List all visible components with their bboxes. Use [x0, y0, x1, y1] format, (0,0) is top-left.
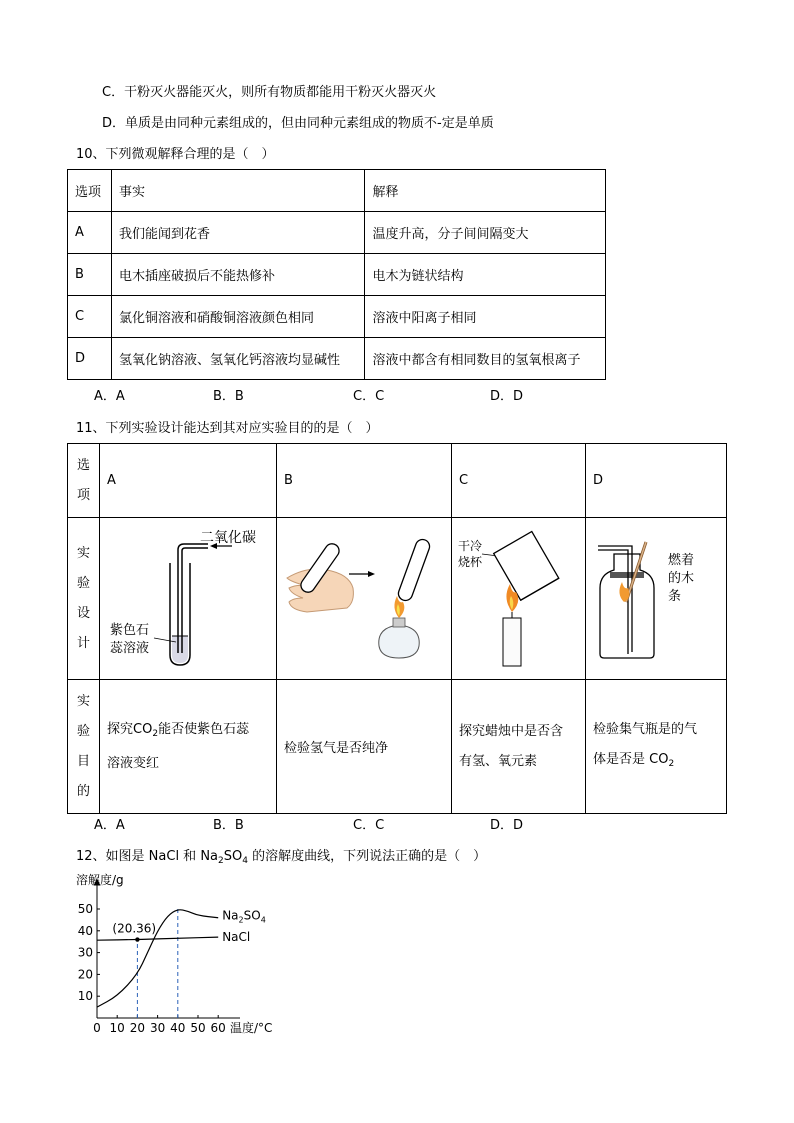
y-tick-label: 30: [77, 945, 93, 960]
series-line-nacl: [97, 937, 218, 940]
purpose-a-text: 能否使紫色石蕊: [158, 721, 250, 737]
co2-litmus-apparatus: [100, 518, 276, 675]
answer-option-a: A．A: [94, 389, 125, 404]
purpose-cell-b: 检验氢气是否纯净: [277, 680, 452, 814]
q11-stem: 11、下列实验设计能达到其对应实验目的的是（ ）: [76, 421, 379, 436]
x-tick-label: 0: [93, 1021, 101, 1035]
x-tick-label: 30: [149, 1021, 166, 1035]
table-row: [68, 296, 606, 338]
purpose-cell-d: [586, 680, 727, 814]
table-cell: 溶液中都含有相同数目的氢氧根离子: [365, 338, 606, 380]
formula-sub: 2: [668, 758, 675, 769]
gas-bottle-apparatus: [586, 518, 726, 675]
formula-co: CO: [133, 721, 153, 737]
row-label-text: 实验设计: [76, 545, 90, 651]
answer-option-d: D．D: [490, 389, 524, 404]
row-label-design: [68, 518, 100, 680]
table-row: [68, 212, 606, 254]
table-cell: 氢氧化钠溶液、氢氧化钙溶液均显碱性: [111, 338, 365, 380]
formula-co: CO: [649, 751, 669, 767]
x-tick-label: 60: [210, 1021, 226, 1035]
x-axis-label: 温度/°C: [230, 1021, 273, 1035]
label-beaker-1: 干冷: [458, 539, 483, 553]
table-cell: 我们能闻到花香: [111, 212, 365, 254]
table-cell: 电木为链状结构: [365, 254, 606, 296]
table-row-design: [68, 518, 727, 680]
q12-stem: [76, 848, 486, 870]
answer-option-b: B．B: [213, 389, 244, 404]
column-label-d: D: [586, 444, 727, 518]
purpose-a-text: 探究: [107, 721, 134, 737]
purpose-d-text: 检验集气瓶是的气: [593, 721, 698, 737]
candle-beaker-apparatus: [452, 518, 585, 675]
column-label-b: B: [277, 444, 452, 518]
x-tick-label: 10: [109, 1021, 125, 1035]
series-label-nacl: NaCl: [222, 930, 251, 945]
chart-plot-area: [78, 902, 226, 1035]
table-cell: 温度升高，分子间间隔变大: [365, 212, 606, 254]
q9-option-d: D．单质是由同种元素组成的，但由同种元素组成的物质不-定是单质: [102, 116, 494, 131]
purpose-cell-c: [452, 680, 586, 814]
label-stick-2: 的木: [668, 571, 695, 586]
q10-stem: 10、下列微观解释合理的是（ ）: [76, 147, 275, 162]
row-label-text: 选项: [76, 457, 90, 503]
design-cell-d: [586, 518, 727, 680]
answer-option-c: C．C: [353, 818, 385, 833]
purpose-a-text: 溶液变红: [107, 755, 160, 771]
answer-option-a: A．A: [94, 818, 125, 833]
x-tick-label: 40: [170, 1021, 186, 1035]
design-cell-b: [277, 518, 452, 680]
y-tick-label: 20: [77, 967, 93, 982]
label-liquid-2: 蕊溶液: [110, 641, 150, 656]
q12-stem-text: 的溶解度曲线，下列说法正确的是（ ）: [247, 849, 487, 864]
table-cell: C: [68, 296, 112, 338]
intersection-point: [135, 937, 139, 941]
table-header-row: [68, 444, 727, 518]
table-row: [68, 338, 606, 380]
y-tick-label: 40: [77, 923, 93, 938]
y-axis-label: 溶解度/g: [76, 873, 124, 887]
x-tick-label: 50: [190, 1021, 206, 1035]
table-header-cell: 事实: [111, 170, 365, 212]
table-cell: 电木插座破损后不能热修补: [111, 254, 365, 296]
table-header-row: [68, 170, 606, 212]
label-gas: 二氧化碳: [200, 530, 256, 546]
design-cell-c: [452, 518, 586, 680]
purpose-cell-a: [100, 680, 277, 814]
formula-sub: 4: [242, 856, 248, 866]
row-label-option: [68, 444, 100, 518]
label-beaker-2: 烧杯: [458, 555, 483, 569]
q12-stem-text: 12、如图是 NaCl 和 Na: [76, 849, 219, 864]
label-stick-3: 条: [668, 589, 682, 604]
column-label-c: C: [452, 444, 586, 518]
purpose-c-text: 有氢、氧元素: [459, 753, 538, 769]
purpose-c-text: 探究蜡烛中是否含: [459, 723, 564, 739]
table-header-cell: 解释: [365, 170, 606, 212]
table-row: [68, 254, 606, 296]
intersection-label: (20.36): [112, 921, 157, 936]
q11-table: [67, 443, 727, 814]
label-liquid-1: 紫色石: [110, 623, 150, 638]
hydrogen-purity-apparatus: [277, 518, 451, 675]
design-cell-a: [100, 518, 277, 680]
q10-table: [67, 169, 606, 380]
purpose-d-text: 体是否是: [593, 751, 650, 767]
series-label-na2so4: $Na_2SO_4$: [222, 908, 266, 925]
table-row-purpose: [68, 680, 727, 814]
formula-sub: 2: [218, 856, 224, 866]
row-label-purpose: [68, 680, 100, 814]
table-header-cell: 选项: [68, 170, 112, 212]
q9-option-c: C．干粉灭火器能灭火，则所有物质都能用干粉灭火器灭火: [102, 85, 437, 100]
row-label-text: 实验目的: [76, 693, 90, 799]
answer-option-b: B．B: [213, 818, 244, 833]
table-cell: A: [68, 212, 112, 254]
beaker-icon: [494, 531, 559, 600]
table-cell: B: [68, 254, 112, 296]
q12-stem-text: SO: [223, 849, 243, 864]
table-cell: D: [68, 338, 112, 380]
label-stick-1: 燃着: [668, 553, 695, 568]
y-tick-label: 50: [77, 902, 93, 916]
y-tick-label: 10: [77, 989, 93, 1004]
answer-option-d: D．D: [490, 818, 524, 833]
solubility-chart: [70, 870, 310, 1040]
column-label-a: A: [100, 444, 277, 518]
x-tick-label: 20: [129, 1021, 146, 1035]
formula-sub: 2: [152, 728, 159, 739]
table-cell: 溶液中阳离子相同: [365, 296, 606, 338]
answer-option-c: C．C: [353, 389, 385, 404]
table-cell: 氯化铜溶液和硝酸铜溶液颜色相同: [111, 296, 365, 338]
alcohol-lamp-icon: [379, 596, 419, 658]
